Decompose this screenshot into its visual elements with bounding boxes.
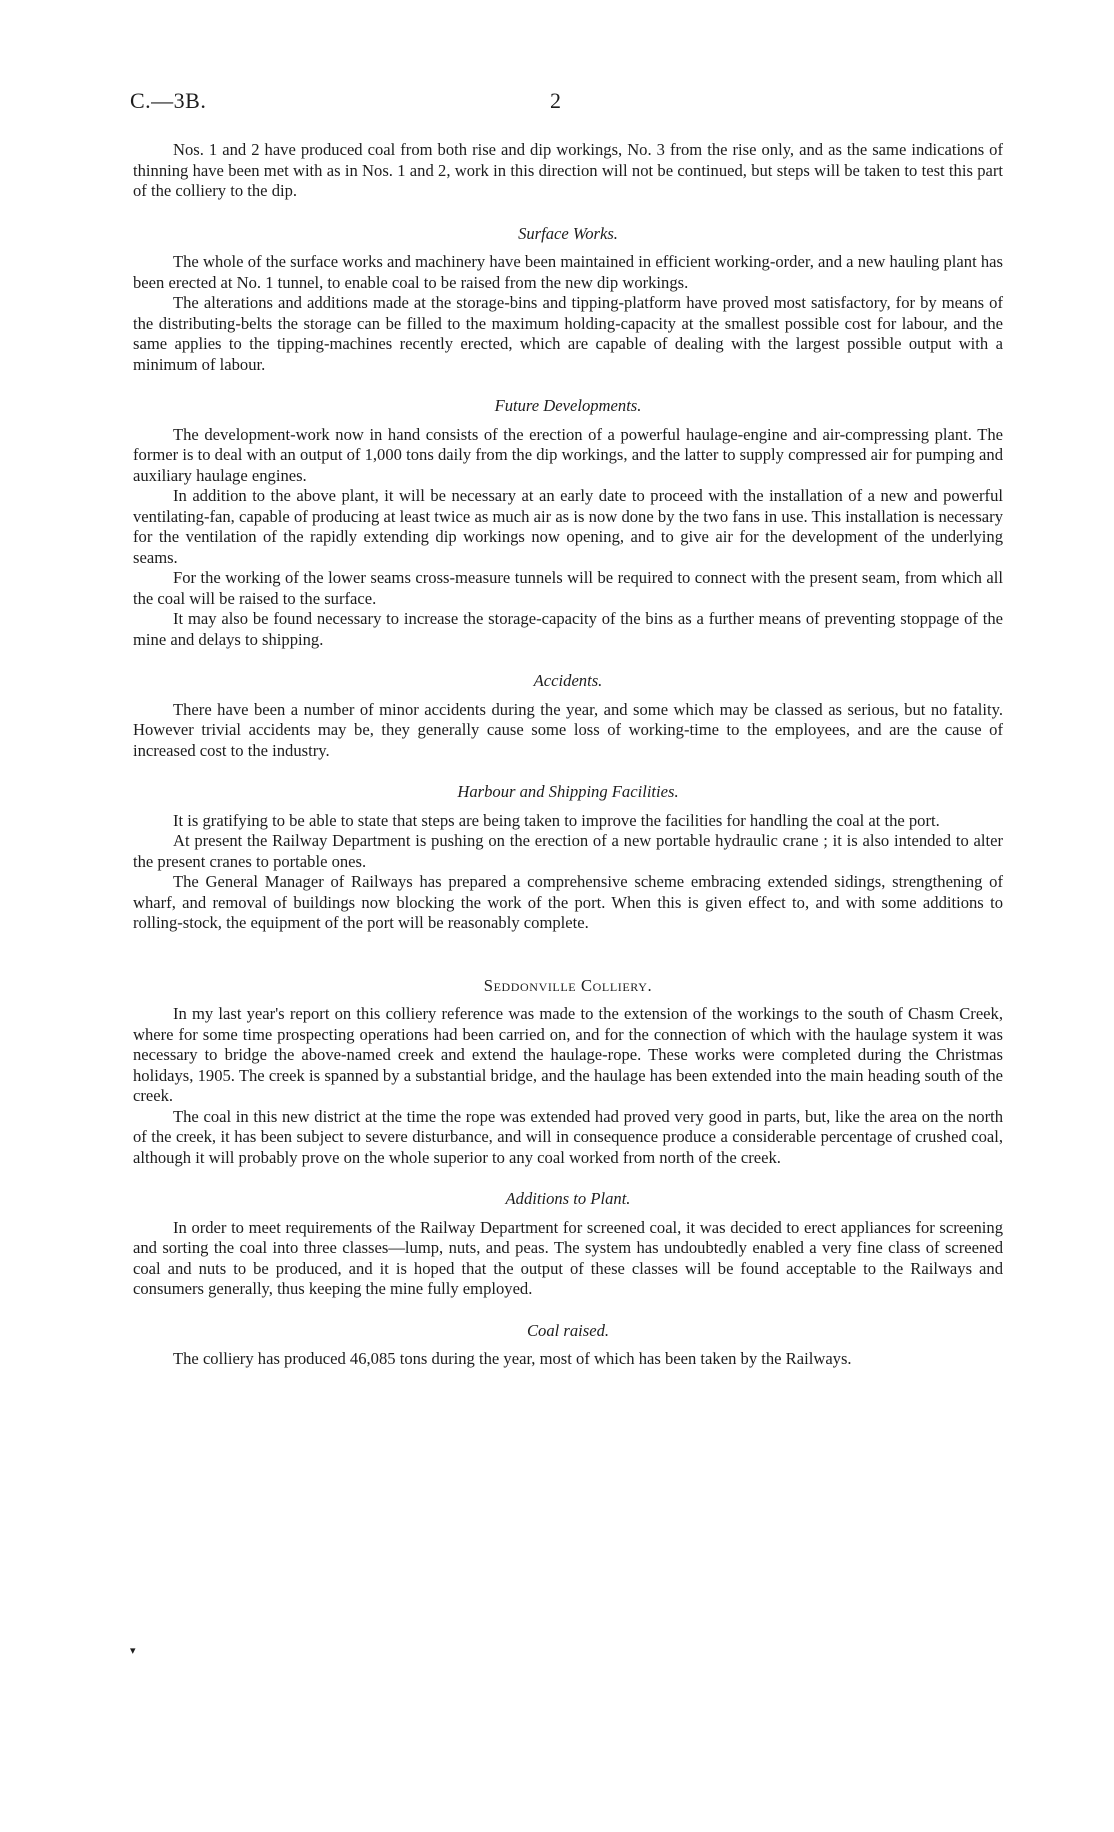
section-heading-accidents: Accidents. [533, 671, 603, 690]
page-number: 2 [550, 88, 561, 113]
section-heading-coal-raised: Coal raised. [526, 1320, 610, 1340]
harbour-paragraph-3: The General Manager of Railways has prepared a comprehensive scheme embracing extended sidings, strengthening of wharf, and removal of buildings now blocking the work of the port. When this is given effect to, and with some additions to rolling-stock, the equipment of the port will be reasonably complete. [133, 872, 1003, 932]
future-paragraph-4: It may also be found necessary to increase the storage-capacity of the bins as a further means of preventing stoppage of the mine and delays to shipping. [133, 609, 1003, 649]
accidents-paragraph-1: There have been a number of minor accidents during the year, and some which may be classed as serious, but no fatality. However trivial accidents may be, they generally cause some loss of working-time to the employees, and are the cause of increased cost to the industry. [133, 699, 1003, 760]
document-reference: C.—3B. [130, 88, 207, 113]
section-heading-seddonville-colliery: Seddonville Colliery. [483, 975, 653, 995]
future-paragraph-2: In addition to the above plant, it will be necessary at an early date to proceed with the installation of a new and powerful ventilating-fan, capable of producing at least twice as much air as is now done by the two fans in use. This installation is necessary for the ventilation of the rapidly extending dip workings now opening, and to give air for the development of the underlying seams. [133, 486, 1003, 567]
future-paragraph-3: For the working of the lower seams cross-measure tunnels will be required to connect with the present seam, from which all the coal will be raised to the surface. [133, 568, 1003, 608]
seddonville-paragraph-2: The coal in this new district at the time the rope was extended had proved very good in parts, but, like the area on the north of the creek, it has been subject to severe disturbance, and will in consequence produce a considerable percentage of crushed coal, although it will probably prove on the whole superior to any coal worked from north of the creek. [133, 1106, 1003, 1167]
intro-paragraph: Nos. 1 and 2 have produced coal from both rise and dip workings, No. 3 from the rise only, and as the same indications of thinning have been met with as in Nos. 1 and 2, work in this direction will not be continued, but steps will be taken to test this part of the colliery to the dip. [133, 140, 1003, 200]
section-heading-additions-to-plant: Additions to Plant. [505, 1189, 631, 1208]
plant-paragraph-1: In order to meet requirements of the Railway Department for screened coal, it was decided to erect appliances for screening and sorting the coal into three classes—lump, nuts, and peas. The system has undoubtedly enabled a very fine class of screened coal and nuts to be produced, and it is hoped that the output of these classes will be found acceptable to the Railways and consumers generally, thus keeping the mine fully employed. [133, 1217, 1003, 1298]
surface-paragraph-2: The alterations and additions made at the storage-bins and tipping-platform have proved most satisfactory, for by means of the distributing-belts the storage can be filled to the maximum holding-capacity at the smallest possible cost for labour, and the same applies to the tipping-machines recently erected, which are capable of dealing with the largest possible output with a minimum of labour. [133, 293, 1003, 374]
section-heading-harbour: Harbour and Shipping Facilities. [457, 782, 679, 801]
document-body [133, 140, 1003, 1370]
footer-mark: ▾ [130, 1645, 136, 1657]
future-paragraph-1: The development-work now in hand consists of the erection of a powerful haulage-engine and air-compressing plant. The former is to deal with an output of 1,000 tons daily from the dip workings, and the latter to supply compressed air for pumping and auxiliary haulage engines. [133, 424, 1003, 485]
surface-paragraph-1: The whole of the surface works and machinery have been maintained in efficient working-order, and a new hauling plant has been erected at No. 1 tunnel, to enable coal to be raised from the new dip workings. [133, 252, 1003, 292]
coal-paragraph-1: The colliery has produced 46,085 tons during the year, most of which has been taken by the Railways. [173, 1349, 852, 1368]
section-heading-future-developments: Future Developments. [494, 396, 642, 415]
harbour-paragraph-2: At present the Railway Department is pushing on the erection of a new portable hydraulic crane ; it is also intended to alter the present cranes to portable ones. [133, 831, 1003, 871]
section-heading-surface-works: Surface Works. [518, 223, 618, 243]
seddonville-paragraph-1: In my last year's report on this colliery reference was made to the extension of the workings to the south of Chasm Creek, where for some time prospecting operations had been carried on, and for the connection of which with the haulage system it was necessary to bridge the above-named creek and extend the haulage-rope. These works were completed during the Christmas holidays, 1905. The creek is spanned by a substantial bridge, and the haulage has been extended into the main heading south of the creek. [133, 1004, 1003, 1105]
harbour-paragraph-1: It is gratifying to be able to state that steps are being taken to improve the facilities for handling the coal at the port. [173, 810, 940, 830]
